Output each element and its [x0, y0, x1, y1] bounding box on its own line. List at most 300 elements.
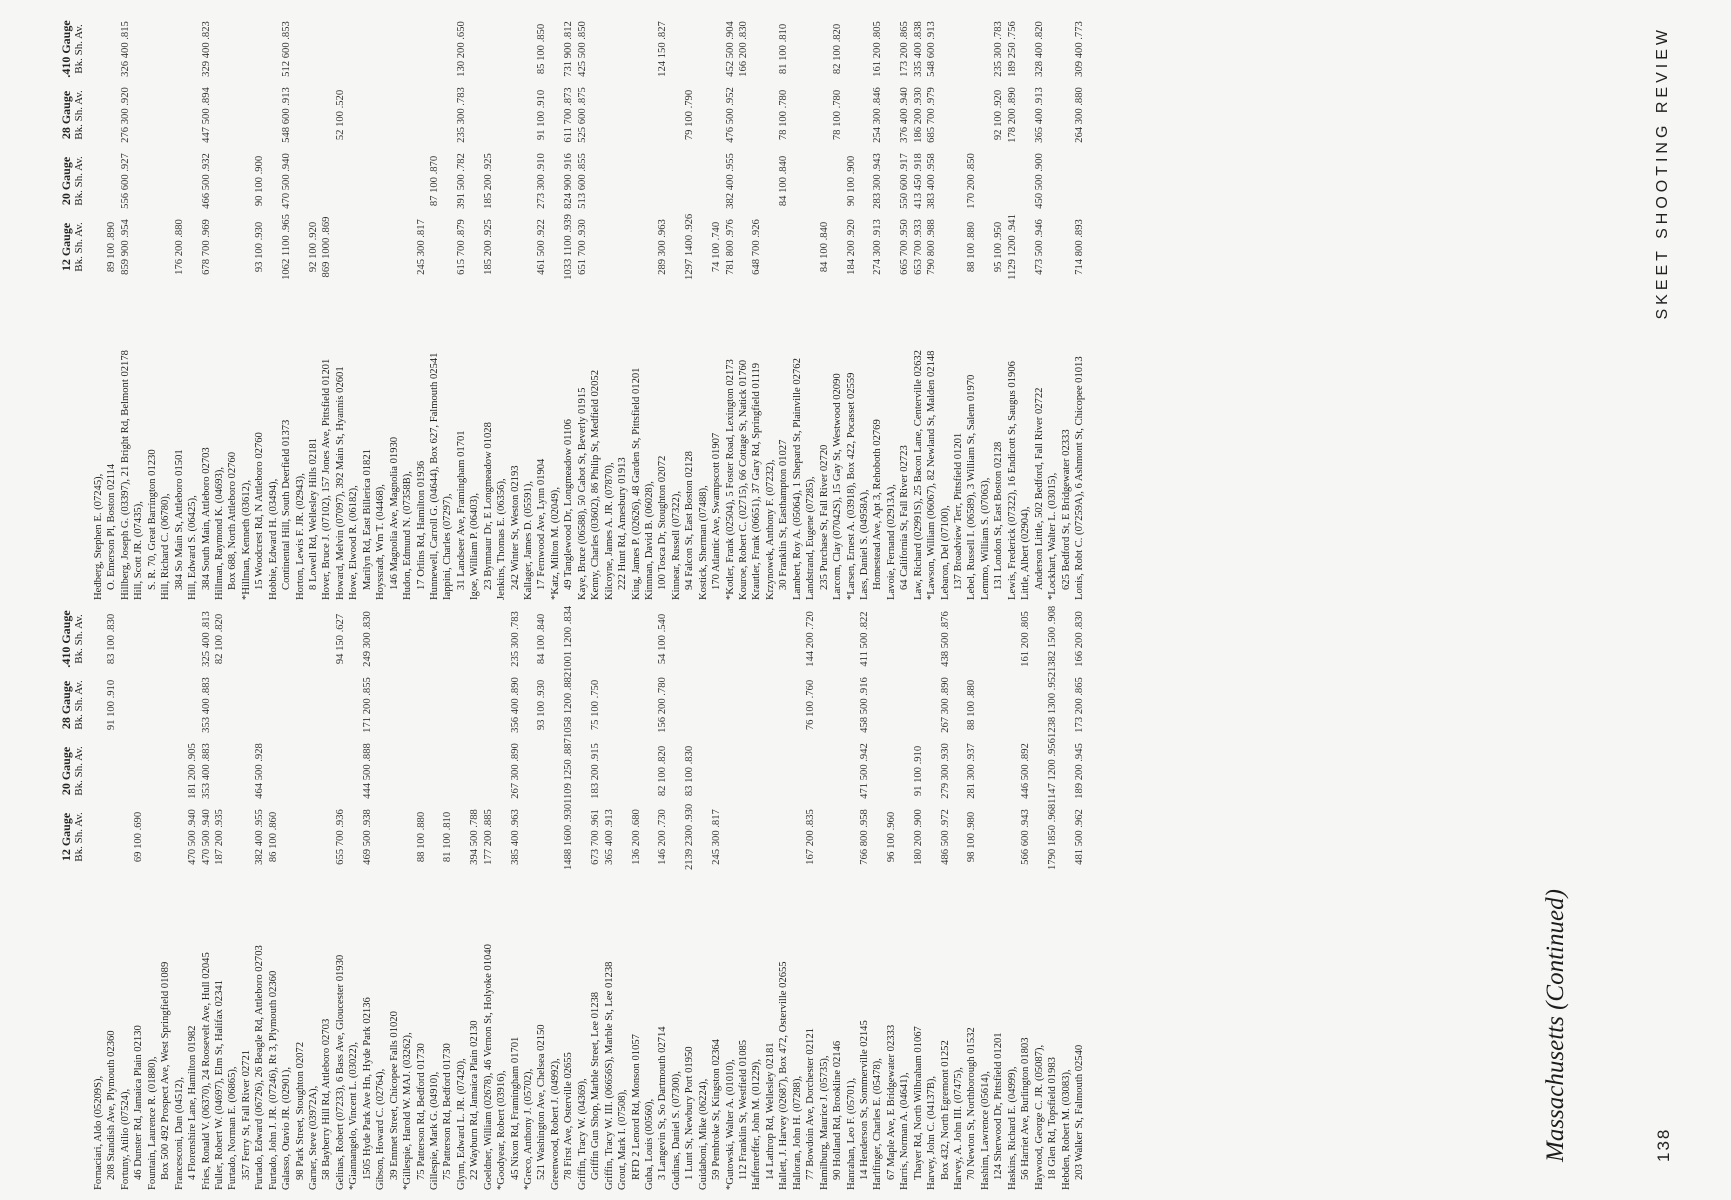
score-empty — [549, 804, 562, 870]
score-empty — [347, 804, 360, 870]
score-g410 — [750, 16, 763, 82]
score-empty — [871, 804, 884, 870]
score-g410 — [710, 16, 723, 82]
entry-line — [455, 600, 468, 1190]
shooter-name: Fountain, Laurence R. (01880), — [146, 1056, 158, 1190]
score-empty — [697, 738, 710, 804]
entry-line — [791, 10, 804, 600]
shooter-address: 22 Wayburn Rd, Jamaica Plain 02130 — [469, 1020, 481, 1180]
score-empty — [1046, 82, 1059, 148]
entry-line — [522, 600, 535, 1190]
shooter-name: King, James P. (02626), 48 Garden St, Pittsfield 01201 — [630, 367, 642, 600]
score-g28 — [267, 672, 280, 738]
shooter-address: 64 California St, Fall River 02723 — [899, 445, 911, 590]
entry-line — [253, 10, 266, 600]
shooter-entry — [522, 10, 549, 600]
score-g28: 365 400 .913 — [1033, 87, 1045, 143]
shooter-entry — [428, 600, 455, 1190]
shooter-entry — [280, 600, 307, 1190]
entry-line — [939, 10, 952, 600]
shooter-name: Kaye, Bruce (06588), 50 Cabot St, Beverly 01915 — [576, 387, 588, 600]
score-empty — [898, 804, 911, 870]
score-g28 — [320, 672, 333, 738]
score-g28 — [415, 82, 428, 148]
shooter-entry — [697, 10, 724, 600]
score-g20 — [737, 738, 750, 804]
shooter-address: 203 Walker St, Falmouth 02540 — [1073, 1044, 1085, 1180]
score-empty — [804, 16, 817, 82]
shooter-name: Griffin, Tracy W. III. (06656S), Marble St, Lee 01238 — [603, 961, 615, 1190]
score-g12: 1488 1600 .930 — [563, 804, 575, 870]
score-empty — [347, 16, 360, 82]
entry-line — [361, 10, 374, 600]
score-g20 — [885, 738, 898, 804]
score-empty — [455, 672, 468, 738]
entry-line — [482, 600, 495, 1190]
score-g12 — [240, 804, 253, 870]
score-g20 — [173, 148, 186, 214]
score-empty — [670, 804, 683, 870]
shooter-name: Furtado, Edward (06726), 26 Beagle Rd, Attleboro 02703 — [254, 945, 266, 1190]
shooter-entry — [1006, 10, 1019, 600]
score-empty — [1060, 738, 1073, 804]
score-empty — [764, 214, 777, 280]
shooter-entry — [119, 10, 132, 600]
column-right — [28, 10, 1086, 600]
score-empty — [132, 82, 145, 148]
score-g410 — [710, 606, 723, 672]
score-empty — [1033, 738, 1046, 804]
score-empty — [979, 738, 992, 804]
gauge-name: 12 Gauge — [59, 812, 73, 862]
entry-line — [777, 10, 790, 600]
shooter-address: 235 Purchase St, Fall River 02720 — [818, 444, 830, 590]
score-empty — [952, 738, 965, 804]
entry-line — [952, 10, 965, 600]
shooter-address: 131 London St, East Boston 02128 — [993, 441, 1005, 590]
score-g20 — [710, 738, 723, 804]
score-g28 — [509, 82, 522, 148]
score-g410 — [737, 606, 750, 672]
stat-headers: Bk. Sh. Av. — [73, 156, 85, 206]
shooter-address: 98 Park Street, Stoughton 02072 — [294, 1041, 306, 1180]
score-g12: 1297 1400 .926 — [684, 214, 696, 280]
entry-line — [307, 600, 320, 1190]
shooter-address: 39 Emmet Street, Chicopee Falls 01020 — [388, 1011, 400, 1180]
entry-line — [683, 600, 696, 1190]
shooter-address: 15 Woodcrest Rd, N Attleboro 02760 — [254, 432, 266, 590]
score-g12: 615 700 .879 — [455, 219, 467, 275]
score-g20: 464 500 .928 — [254, 743, 266, 799]
score-g410 — [831, 606, 844, 672]
score-empty — [643, 148, 656, 214]
score-g12: 766 800 .958 — [858, 809, 870, 865]
score-empty — [455, 804, 468, 870]
score-g28: 52 100 .520 — [334, 89, 346, 141]
entry-line — [159, 10, 172, 600]
score-empty — [804, 82, 817, 148]
shooter-entry — [831, 10, 844, 600]
score-g410 — [388, 16, 401, 82]
score-empty — [697, 672, 710, 738]
score-empty — [495, 16, 508, 82]
score-empty — [885, 82, 898, 148]
score-empty — [146, 804, 159, 870]
score-g12: 781 800 .976 — [724, 219, 736, 275]
score-g28: 171 200 .855 — [361, 677, 373, 733]
score-g28: 254 300 .846 — [872, 87, 884, 143]
score-empty — [549, 738, 562, 804]
entry-line — [280, 10, 293, 600]
score-g28 — [965, 82, 978, 148]
stat-headers: Bk. Sh. Av. — [73, 614, 85, 664]
score-g410: 161 200 .805 — [872, 21, 884, 77]
score-empty — [522, 738, 535, 804]
score-empty — [267, 82, 280, 148]
score-g12: 566 600 .943 — [1020, 809, 1032, 865]
shooter-address: Box 688, North Attleboro 02760 — [227, 451, 239, 590]
score-g28 — [294, 672, 307, 738]
entry-line — [697, 600, 710, 1190]
shooter-address: 222 Hunt Rd, Amesbury 01913 — [617, 457, 629, 590]
score-empty — [576, 804, 589, 870]
score-empty — [791, 804, 804, 870]
score-empty — [1019, 214, 1032, 280]
score-g28: 1238 1300 .952 — [1047, 672, 1059, 738]
score-g20: 267 300 .890 — [509, 743, 521, 799]
score-g20: 82 100 .820 — [657, 745, 669, 797]
shooter-name: Howe, Elwood R. (06182), — [348, 485, 360, 600]
shooter-address: Homestead Ave, Apt 3, Rehoboth 02769 — [872, 419, 884, 590]
score-empty — [374, 606, 387, 672]
shooter-entry — [845, 600, 872, 1190]
stat-headers: Bk. Sh. Av. — [73, 812, 85, 862]
entry-line — [320, 600, 333, 1190]
gauge-name: 28 Gauge — [59, 90, 73, 140]
score-empty — [374, 16, 387, 82]
shooter-entry — [213, 600, 226, 1190]
score-empty — [697, 606, 710, 672]
entry-line — [495, 600, 508, 1190]
shooter-name: Kinnnan, David B. (06028), — [643, 481, 655, 600]
score-empty — [495, 804, 508, 870]
score-g28: 88 100 .880 — [966, 679, 978, 731]
score-empty — [616, 672, 629, 738]
score-empty — [495, 738, 508, 804]
score-g410: 411 500 .822 — [858, 611, 870, 667]
shooter-address: 208 Standish Ave, Plymouth 02360 — [106, 1030, 118, 1180]
score-g28 — [186, 672, 199, 738]
score-empty — [643, 606, 656, 672]
score-g12: 461 500 .922 — [536, 219, 548, 275]
score-g20 — [616, 148, 629, 214]
score-empty — [455, 606, 468, 672]
score-g20 — [764, 738, 777, 804]
score-empty — [186, 148, 199, 214]
score-empty — [576, 606, 589, 672]
shooter-address: 8 Lowell Rd, Wellesley Hills 02181 — [308, 438, 319, 590]
state-heading: Massachusetts (Continued) — [1542, 889, 1569, 1162]
score-g20: 185 200 .925 — [482, 153, 494, 209]
score-g12: 180 200 .900 — [912, 809, 924, 865]
score-g20: 353 400 .883 — [200, 743, 212, 799]
score-g410: 309 400 .773 — [1073, 21, 1085, 77]
shooter-name: Garner, Steve (03972A), — [308, 1085, 319, 1190]
shooter-address: 242 Winter St, Weston 02193 — [509, 465, 521, 590]
entry-line — [965, 600, 978, 1190]
score-empty — [939, 148, 952, 214]
score-g410 — [952, 16, 965, 82]
entry-line — [818, 600, 831, 1190]
entry-line — [535, 10, 548, 600]
entry-line — [576, 600, 589, 1190]
score-g20 — [482, 738, 495, 804]
shooter-address: S. R. 70, Great Barrington 01230 — [146, 449, 158, 590]
score-empty — [92, 738, 105, 804]
score-empty — [885, 214, 898, 280]
score-g12: 92 100 .920 — [308, 221, 319, 273]
shooter-entry — [119, 600, 146, 1190]
score-g410: 326 400 .815 — [119, 21, 131, 77]
score-empty — [845, 606, 858, 672]
gauge-name: .410 Gauge — [59, 610, 73, 668]
score-empty — [173, 672, 186, 738]
shooter-name: Kallager, James D. (05591), — [523, 480, 534, 600]
shooter-address: Box 500 492 Prospect Ave, West Springfield 01089 — [160, 961, 172, 1180]
score-empty — [92, 606, 105, 672]
score-g20 — [509, 148, 522, 214]
score-empty — [1033, 672, 1046, 738]
entry-line — [871, 600, 884, 1190]
score-empty — [441, 148, 454, 214]
shooter-name: Law, Richard (02991S), 25 Bacon Lane, Centerville 02632 — [912, 350, 924, 600]
column-header — [28, 10, 86, 600]
shooter-address: Griffin Gun Shop, Marble Street, Lee 01238 — [590, 991, 602, 1180]
score-g12: 93 100 .930 — [254, 221, 266, 273]
shooter-entry — [92, 600, 119, 1190]
score-g410 — [482, 16, 495, 82]
score-g28: 447 500 .894 — [200, 87, 212, 143]
score-g28 — [656, 82, 669, 148]
score-g28 — [630, 672, 643, 738]
score-g20 — [415, 738, 428, 804]
shooter-address: Anderson Little, 502 Bedford, Fall River 02722 — [1033, 387, 1045, 590]
score-g12 — [388, 804, 401, 870]
score-g20: 90 100 .900 — [845, 155, 857, 207]
score-g28: 91 100 .910 — [536, 89, 548, 141]
entry-line — [710, 600, 723, 1190]
shooter-entry — [159, 10, 186, 600]
score-g410 — [253, 606, 266, 672]
score-empty — [119, 606, 132, 672]
score-g28 — [777, 672, 790, 738]
score-g12: 84 100 .840 — [818, 221, 830, 273]
entry-line — [132, 10, 145, 600]
score-empty — [697, 16, 710, 82]
score-empty — [374, 738, 387, 804]
score-empty — [401, 16, 414, 82]
shooter-entry — [334, 10, 347, 600]
score-g28: 76 100 .760 — [805, 679, 817, 731]
score-empty — [186, 16, 199, 82]
score-empty — [173, 738, 186, 804]
score-g20: 273 300 .910 — [536, 153, 548, 209]
score-empty — [401, 804, 414, 870]
shooter-entry — [441, 10, 468, 600]
shooter-name: Hashim, Lawrence (05614), — [979, 1071, 991, 1190]
shooter-address: 17 Fernwood Ave, Lynn 01904 — [536, 458, 548, 590]
entry-line — [1060, 600, 1073, 1190]
entry-line — [858, 600, 871, 1190]
score-g20 — [630, 148, 643, 214]
shooter-address: 67 Maple Ave, E Bridgewater 02333 — [885, 1024, 897, 1180]
score-g20: 471 500 .942 — [858, 743, 870, 799]
score-empty — [804, 148, 817, 214]
score-g12 — [294, 804, 307, 870]
score-g20 — [992, 148, 1005, 214]
score-g20 — [105, 738, 118, 804]
entry-line — [1073, 10, 1086, 600]
entry-line — [1033, 10, 1046, 600]
score-g20 — [132, 738, 145, 804]
shooter-address: 59 Pembroke St, Kingston 02364 — [711, 1039, 723, 1180]
score-g410: 81 100 .810 — [778, 23, 790, 75]
shooter-name: Haywood, George C. JR. (05087), — [1033, 1044, 1045, 1190]
shooter-entry — [401, 600, 428, 1190]
score-g410 — [818, 16, 831, 82]
shooter-name: Fries, Ronald V. (06370), 24 Roosevelt Ave, Hull 02045 — [200, 952, 212, 1190]
shooter-entry — [428, 10, 441, 600]
score-g28 — [132, 672, 145, 738]
entry-line — [1073, 600, 1086, 1190]
score-empty — [240, 16, 253, 82]
score-empty — [670, 16, 683, 82]
score-empty — [374, 214, 387, 280]
score-empty — [441, 82, 454, 148]
entry-line — [119, 600, 132, 1190]
shooter-name: Hover, Bruce J. (07102), 157 Jones Ave, Pittsfield 01201 — [321, 358, 333, 600]
shooter-entry — [818, 600, 845, 1190]
score-g28 — [791, 82, 804, 148]
score-empty — [347, 672, 360, 738]
score-g28: 458 500 .916 — [858, 677, 870, 733]
gauge-header-410 — [60, 606, 86, 672]
score-g12: 470 500 .940 — [200, 809, 212, 865]
score-g28 — [818, 82, 831, 148]
entry-line — [750, 10, 763, 600]
score-empty — [764, 148, 777, 214]
entry-line — [1019, 600, 1032, 1190]
shooter-address: 521 Washington Ave, Chelsea 02150 — [536, 1024, 548, 1180]
score-empty — [92, 16, 105, 82]
shooter-name: Haskins, Richard E. (04999), — [1006, 1066, 1018, 1190]
shooter-name: Kinnear, Russell (07322), — [670, 490, 682, 600]
score-g410 — [845, 16, 858, 82]
score-empty — [186, 82, 199, 148]
entry-line — [482, 10, 495, 600]
shooter-name: *Greco, Anthony J. (05702), — [523, 1068, 534, 1190]
score-g28 — [845, 82, 858, 148]
shooter-address: 384 So Main St, Attleboro 01501 — [173, 449, 185, 590]
score-g12: 187 200 .935 — [213, 809, 225, 865]
score-g28 — [952, 82, 965, 148]
score-g12: 88 100 .880 — [415, 811, 427, 863]
stat-headers: Bk. Sh. Av. — [73, 90, 85, 140]
score-g20 — [710, 148, 723, 214]
score-g20 — [334, 738, 347, 804]
entry-line — [656, 10, 669, 600]
score-g20 — [535, 738, 548, 804]
entry-line — [401, 10, 414, 600]
score-empty — [1019, 16, 1032, 82]
score-empty — [294, 82, 307, 148]
score-g20 — [791, 148, 804, 214]
score-empty — [159, 148, 172, 214]
score-g28: 156 200 .780 — [657, 677, 669, 733]
shooter-entry — [549, 10, 576, 600]
score-empty — [697, 82, 710, 148]
shooter-name: Kenny, Charles (03602), 86 Philip St, Medfield 02052 — [590, 370, 602, 600]
score-g28: 685 700 .979 — [926, 87, 938, 143]
shooter-name: *Katz, Milton M. (02049), — [549, 487, 561, 600]
gauge-name: .410 Gauge — [59, 20, 73, 78]
entry-line — [267, 600, 280, 1190]
score-g20: 83 100 .830 — [684, 745, 696, 797]
shooter-name: Gudinas, Daniel S. (07300), — [670, 1071, 682, 1190]
score-g12 — [320, 804, 333, 870]
score-g410 — [777, 606, 790, 672]
score-empty — [347, 148, 360, 214]
score-g410 — [441, 606, 454, 672]
shooter-name: Fuller, Robert W. (04697), Elm St, Halifax 02341 — [213, 980, 225, 1190]
score-empty — [697, 804, 710, 870]
score-g20 — [159, 738, 172, 804]
entry-line — [965, 10, 978, 600]
score-g20 — [656, 148, 669, 214]
entry-line — [697, 10, 710, 600]
shooter-entry — [213, 10, 240, 600]
score-g28 — [159, 672, 172, 738]
score-g12: 95 100 .950 — [993, 221, 1005, 273]
score-empty — [1019, 82, 1032, 148]
entry-line — [724, 600, 737, 1190]
score-g12: 673 700 .961 — [590, 809, 602, 865]
shooter-entry — [616, 600, 643, 1190]
entry-line — [992, 600, 1005, 1190]
score-empty — [979, 82, 992, 148]
shooter-address: 384 South Main, Attleboro 02703 — [200, 447, 212, 590]
score-g410: 329 400 .823 — [200, 21, 212, 77]
shooter-name: Little, Albert (02904), — [1020, 506, 1032, 600]
entry-line — [576, 10, 589, 600]
score-empty — [267, 16, 280, 82]
score-g20 — [1006, 148, 1019, 214]
score-g28 — [173, 82, 186, 148]
score-g12 — [159, 804, 172, 870]
score-empty — [468, 82, 481, 148]
score-g410 — [885, 606, 898, 672]
score-empty — [643, 16, 656, 82]
score-g12: 665 700 .950 — [899, 219, 911, 275]
score-empty — [374, 148, 387, 214]
gauge-name: 20 Gauge — [59, 156, 73, 206]
entry-line — [670, 10, 683, 600]
shooter-entry — [173, 600, 200, 1190]
shooter-name: Furtado, John J. JR. (07246), Rt 3, Plymouth 02360 — [267, 970, 279, 1190]
score-g28 — [226, 82, 239, 148]
score-g410 — [509, 16, 522, 82]
score-g20 — [589, 148, 602, 214]
